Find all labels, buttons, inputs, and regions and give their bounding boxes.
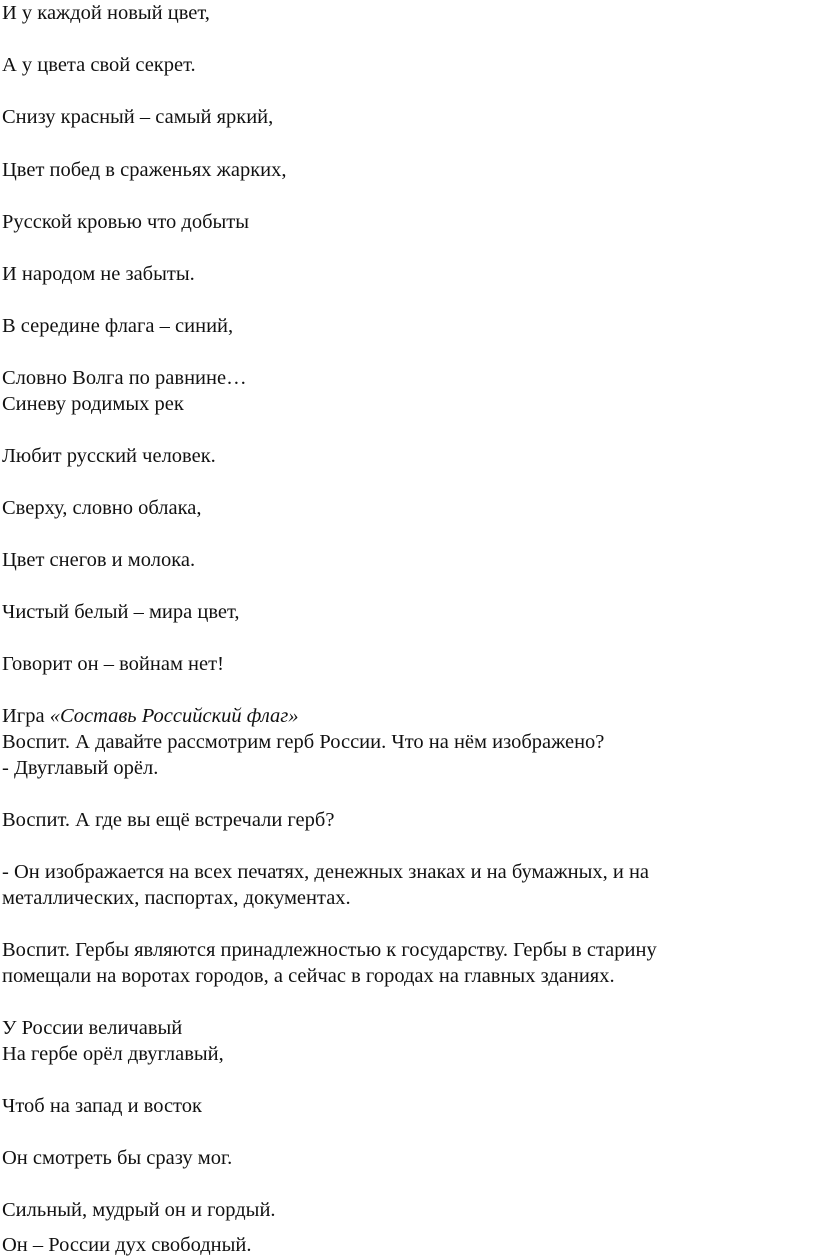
poem-line: Словно Волга по равнине… (2, 367, 247, 389)
poem-line: На гербе орёл двуглавый, (2, 1043, 224, 1065)
poem-line: У России величавый (2, 1017, 183, 1039)
poem-line: Говорит он – войнам нет! (2, 653, 224, 675)
poem-line: И у каждой новый цвет, (2, 2, 210, 24)
poem-line: Цвет снегов и молока. (2, 549, 196, 571)
poem-line: Снизу красный – самый яркий, (2, 106, 274, 128)
poem-line: Любит русский человек. (2, 445, 216, 467)
dialogue-line: Воспит. А где вы ещё встречали герб? (2, 809, 335, 831)
dialogue-line: помещали на воротах городов, а сейчас в городах на главных зданиях. (2, 965, 615, 987)
dialogue-line: металлических, паспортах, документах. (2, 887, 351, 909)
poem-line: Русской кровью что добыты (2, 211, 250, 233)
game-label: Игра (2, 705, 50, 727)
poem-line: И народом не забыты. (2, 263, 195, 285)
poem-line: А у цвета свой секрет. (2, 54, 196, 76)
poem-line: Чтоб на запад и восток (2, 1095, 202, 1117)
dialogue-line: - Он изображается на всех печатях, денежных знаках и на бумажных, и на (2, 861, 650, 883)
poem-line: Цвет побед в сраженьях жарких, (2, 159, 287, 181)
dialogue-line: Воспит. А давайте рассмотрим герб России. Что на нём изображено? (2, 731, 605, 753)
poem-line: Он смотреть бы сразу мог. (2, 1147, 233, 1169)
poem-line: Чистый белый – мира цвет, (2, 601, 240, 623)
poem-line: В середине флага – синий, (2, 315, 234, 337)
dialogue-line: - Двуглавый орёл. (2, 757, 159, 779)
poem-line: Синеву родимых рек (2, 393, 184, 415)
poem-line: Сильный, мудрый он и гордый. (2, 1199, 276, 1221)
game-title-line (2, 703, 299, 729)
game-name: «Составь Российский флаг» (49, 705, 299, 727)
poem-line: Он – России дух свободный. (2, 1234, 252, 1256)
dialogue-line: Воспит. Гербы являются принадлежностью к государству. Гербы в старину (2, 939, 657, 961)
poem-line: Сверху, словно облака, (2, 497, 202, 519)
